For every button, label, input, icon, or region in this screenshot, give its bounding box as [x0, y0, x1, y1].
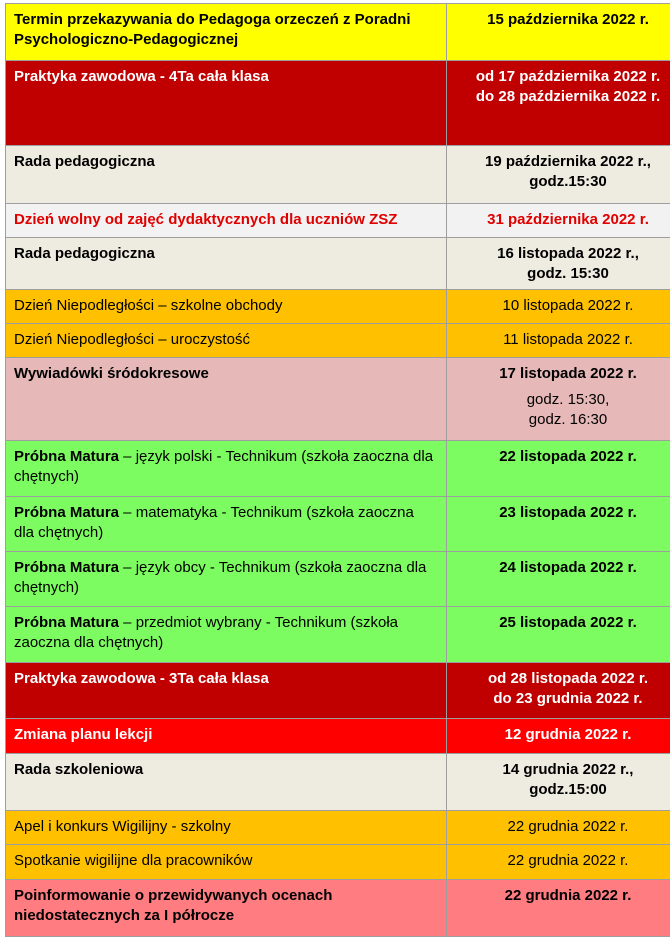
date-line: 17 listopada 2022 r. [499, 365, 637, 382]
table-row [6, 441, 670, 497]
table-row [6, 845, 670, 880]
event-rest: – język polski - Technikum (szkoła zaoczna dla chętnych) [14, 448, 434, 485]
time-line: godz. 15:30, [526, 391, 610, 408]
date-line: godz.15:30 [529, 173, 607, 190]
date-line: od 17 października 2022 r. [475, 68, 661, 85]
event-cell: Poinformowanie o przewidywanych ocenach niedostatecznych za I półrocze [6, 880, 447, 937]
event-cell [6, 441, 447, 497]
event-rest: – matematyka - Technikum (szkoła zaoczna dla chętnych) [14, 504, 414, 541]
date-cell: 15 października 2022 r. [447, 4, 670, 61]
table-row [6, 238, 670, 290]
table-row [6, 607, 670, 663]
time-line: godz. 16:30 [528, 411, 608, 428]
event-cell: Rada szkoleniowa [6, 754, 447, 811]
event-cell: Rada pedagogiczna [6, 146, 447, 204]
event-cell: Praktyka zawodowa - 4Ta cała klasa [6, 61, 447, 146]
date-cell: 12 grudnia 2022 r. [447, 719, 670, 754]
table-row [6, 663, 670, 719]
event-cell [6, 552, 447, 607]
table-row [6, 497, 670, 552]
event-cell: Wywiadówki śródokresowe [6, 358, 447, 441]
event-rest: – język obcy - Technikum (szkoła zaoczna dla chętnych) [14, 559, 427, 596]
date-line: godz. 15:30 [527, 265, 609, 282]
table-row [6, 4, 670, 61]
table-row [6, 61, 670, 146]
date-cell [447, 238, 670, 290]
date-cell: 22 listopada 2022 r. [447, 441, 670, 497]
date-cell [447, 358, 670, 441]
date-cell: 22 grudnia 2022 r. [447, 845, 670, 880]
event-bold: Próbna Matura [14, 504, 120, 521]
event-cell: Dzień Niepodległości – szkolne obchody [6, 290, 447, 324]
date-cell: 10 listopada 2022 r. [447, 290, 670, 324]
date-cell [447, 754, 670, 811]
date-cell [447, 663, 670, 719]
table-row [6, 754, 670, 811]
table-row [6, 358, 670, 441]
event-cell: Rada pedagogiczna [6, 238, 447, 290]
event-bold: Próbna Matura [14, 448, 120, 465]
event-cell: Dzień Niepodległości – uroczystość [6, 324, 447, 358]
event-bold: Próbna Matura [14, 614, 120, 631]
event-cell [6, 607, 447, 663]
date-line: 19 października 2022 r., [485, 153, 651, 170]
event-cell: Termin przekazywania do Pedagoga orzeczeń z Poradni Psychologiczno-Pedagogicznej [6, 4, 447, 61]
table-row [6, 811, 670, 845]
table-row [6, 552, 670, 607]
date-cell [447, 146, 670, 204]
date-line: do 23 grudnia 2022 r. [493, 690, 643, 707]
table-row [6, 324, 670, 358]
table-row [6, 290, 670, 324]
date-cell: 31 października 2022 r. [447, 204, 670, 238]
event-cell: Dzień wolny od zajęć dydaktycznych dla uczniów ZSZ [6, 204, 447, 238]
table-row [6, 719, 670, 754]
date-line: do 28 października 2022 r. [475, 88, 661, 105]
date-line: 16 listopada 2022 r., [497, 245, 639, 262]
event-cell [6, 497, 447, 552]
date-line: 14 grudnia 2022 r., [502, 761, 634, 778]
table-row [6, 146, 670, 204]
table-row [6, 880, 670, 937]
event-cell: Apel i konkurs Wigilijny - szkolny [6, 811, 447, 845]
date-line: od 28 listopada 2022 r. [487, 670, 649, 687]
date-cell: 25 listopada 2022 r. [447, 607, 670, 663]
event-rest: – przedmiot wybrany - Technikum (szkoła zaoczna dla chętnych) [14, 614, 399, 651]
date-cell: 22 grudnia 2022 r. [447, 880, 670, 937]
date-cell: 22 grudnia 2022 r. [447, 811, 670, 845]
event-cell: Zmiana planu lekcji [6, 719, 447, 754]
date-cell: 23 listopada 2022 r. [447, 497, 670, 552]
event-cell: Spotkanie wigilijne dla pracowników [6, 845, 447, 880]
date-cell: 11 listopada 2022 r. [447, 324, 670, 358]
date-cell [447, 61, 670, 146]
date-cell: 24 listopada 2022 r. [447, 552, 670, 607]
schedule-table [5, 3, 670, 937]
date-line: godz.15:00 [529, 781, 607, 798]
event-bold: Próbna Matura [14, 559, 120, 576]
table-row [6, 204, 670, 238]
event-cell: Praktyka zawodowa - 3Ta cała klasa [6, 663, 447, 719]
